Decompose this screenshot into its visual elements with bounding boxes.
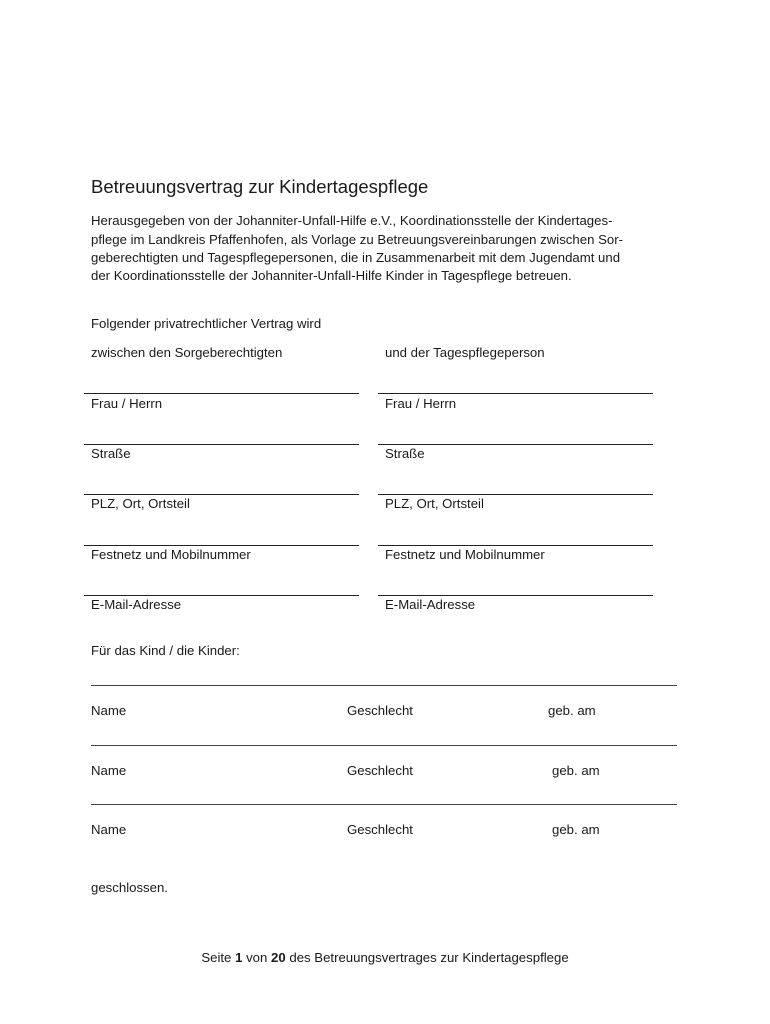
- parent-street-line[interactable]: [84, 444, 359, 445]
- intro-line-4: der Koordinationsstelle der Johanniter-Unfall-Hilfe Kinder in Tagespflege betreuen.: [91, 268, 572, 283]
- footer-prefix: Seite: [201, 950, 232, 965]
- caregiver-name-label: Frau / Herrn: [385, 396, 457, 411]
- intro-line-3: geberechtigten und Tagespflegepersonen, die in Zusammenarbeit mit dem Jugendamt und: [91, 250, 621, 265]
- caregiver-street-label: Straße: [385, 446, 425, 461]
- parent-name-label: Frau / Herrn: [91, 396, 163, 411]
- parent-city-line[interactable]: [84, 494, 359, 495]
- contract-intro: Folgender privatrechtlicher Vertrag wird: [91, 316, 322, 331]
- parent-phone-label: Festnetz und Mobilnummer: [91, 547, 251, 562]
- caregiver-email-line[interactable]: [378, 595, 653, 596]
- footer-page-number: 1: [235, 950, 243, 965]
- child-2-line[interactable]: [91, 745, 677, 746]
- caregiver-city-line[interactable]: [378, 494, 653, 495]
- child-1-name-label: Name: [91, 703, 127, 718]
- left-party-heading: zwischen den Sorgeberechtigten: [91, 345, 283, 360]
- child-2-gender-label: Geschlecht: [347, 763, 413, 778]
- caregiver-name-line[interactable]: [378, 393, 653, 394]
- footer-page-total: 20: [271, 950, 286, 965]
- child-3-gender-label: Geschlecht: [347, 822, 413, 837]
- closing-text: geschlossen.: [91, 880, 168, 895]
- child-3-line[interactable]: [91, 804, 677, 805]
- caregiver-city-label: PLZ, Ort, Ortsteil: [385, 496, 484, 511]
- child-3-name-label: Name: [91, 822, 127, 837]
- child-2-birth-label: geb. am: [552, 763, 600, 778]
- child-1-birth-label: geb. am: [548, 703, 596, 718]
- child-1-gender-label: Geschlecht: [347, 703, 413, 718]
- footer-middle: von: [246, 950, 268, 965]
- right-party-heading: und der Tagespflegeperson: [385, 345, 545, 360]
- intro-line-2: pflege im Landkreis Pfaffenhofen, als Vorlage zu Betreuungsvereinbarungen zwischen Sor-: [91, 232, 623, 247]
- parent-email-label: E-Mail-Adresse: [91, 597, 182, 612]
- child-2-name-label: Name: [91, 763, 127, 778]
- child-3-birth-label: geb. am: [552, 822, 600, 837]
- parent-name-line[interactable]: [84, 393, 359, 394]
- parent-email-line[interactable]: [84, 595, 359, 596]
- intro-line-1: Herausgegeben von der Johanniter-Unfall-Hilfe e.V., Koordinationsstelle der Kindertages-: [91, 213, 613, 228]
- caregiver-street-line[interactable]: [378, 444, 653, 445]
- children-heading: Für das Kind / die Kinder:: [91, 643, 240, 658]
- parent-city-label: PLZ, Ort, Ortsteil: [91, 496, 190, 511]
- footer-suffix: des Betreuungsvertrages zur Kindertagespflege: [289, 950, 569, 965]
- document-title: Betreuungsvertrag zur Kindertagespflege: [91, 176, 429, 197]
- child-1-line[interactable]: [91, 685, 677, 686]
- caregiver-email-label: E-Mail-Adresse: [385, 597, 476, 612]
- caregiver-phone-line[interactable]: [378, 545, 653, 546]
- caregiver-phone-label: Festnetz und Mobilnummer: [385, 547, 545, 562]
- parent-street-label: Straße: [91, 446, 131, 461]
- parent-phone-line[interactable]: [84, 545, 359, 546]
- page-footer: [0, 950, 770, 965]
